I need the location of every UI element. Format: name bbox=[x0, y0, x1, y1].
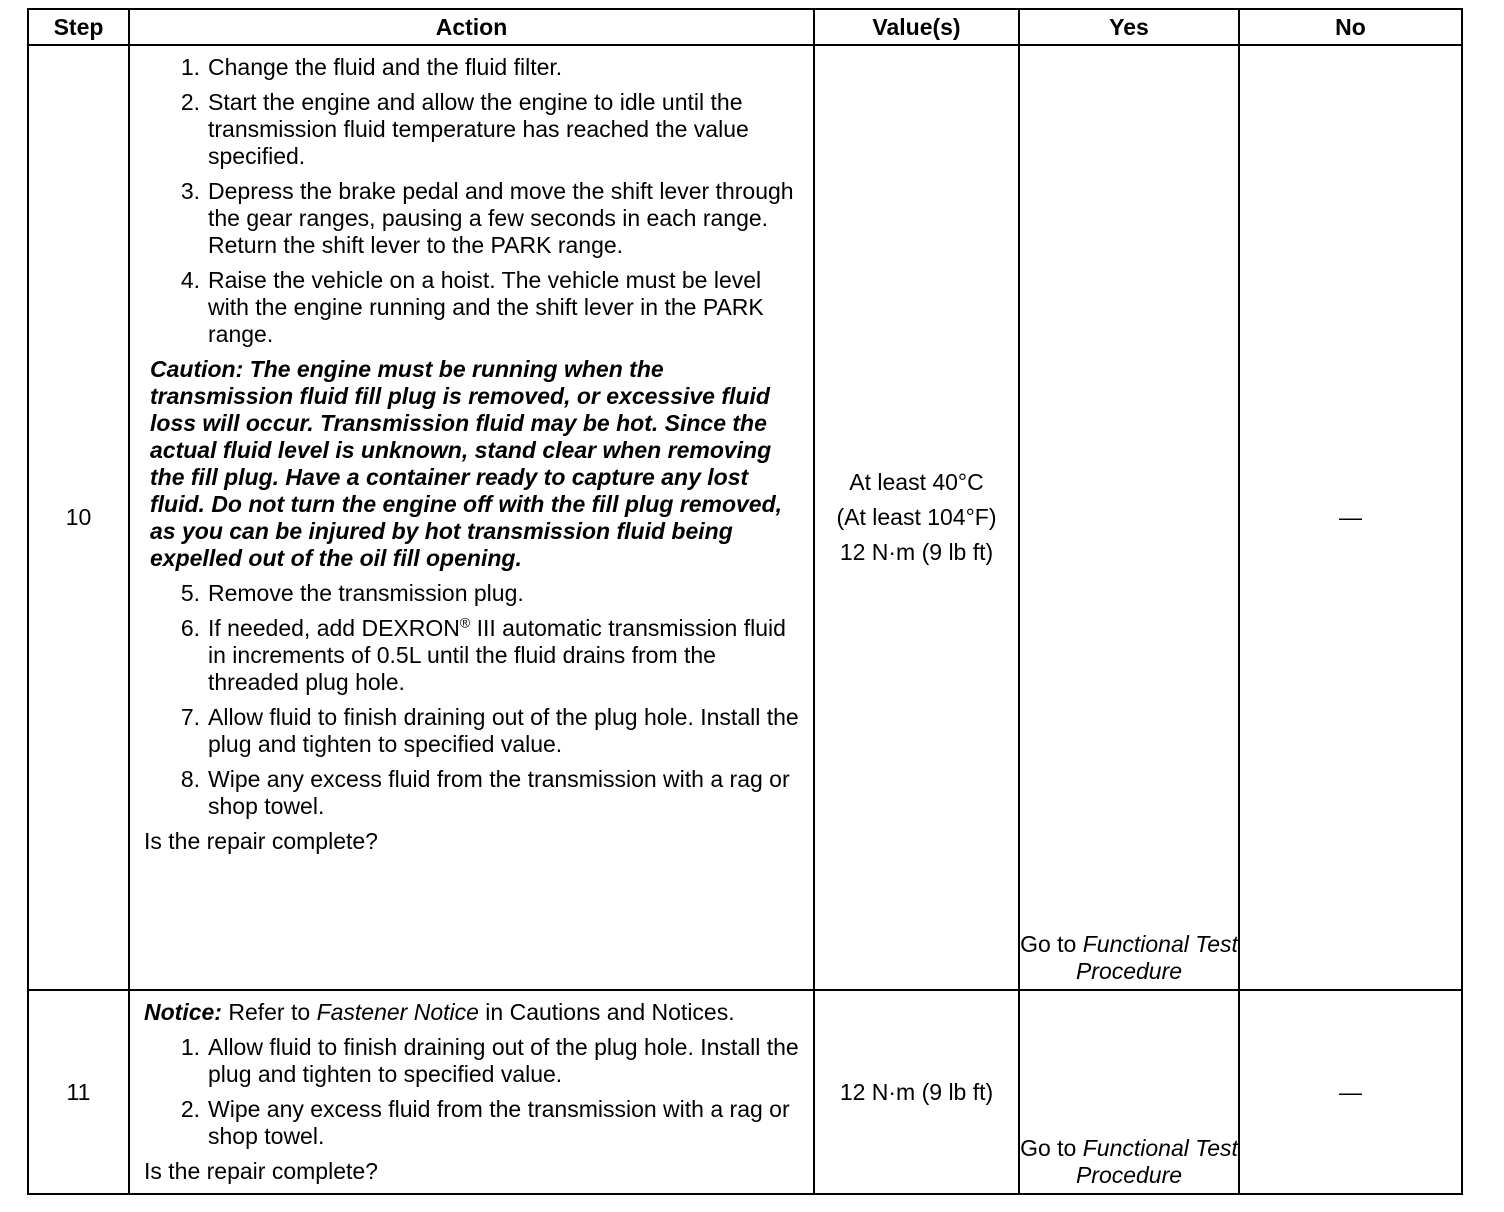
yes-cell: Go to Functional Test Procedure bbox=[1019, 45, 1239, 990]
value-torque: 12 N·m (9 lb ft) bbox=[839, 539, 994, 565]
action-cell bbox=[129, 45, 814, 990]
step-list bbox=[144, 54, 801, 348]
list-item: 5. Remove the transmission plug. bbox=[180, 580, 524, 606]
header-yes: Yes bbox=[1019, 9, 1239, 45]
no-cell: — bbox=[1239, 45, 1462, 990]
list-item: 8. Wipe any excess fluid from the transmission with a rag or shop towel. bbox=[180, 766, 790, 819]
list-item: 7. Allow fluid to finish draining out of the plug hole. Install the plug and tighten to specified value. bbox=[180, 704, 799, 757]
value-temp-c: At least 40°C bbox=[849, 469, 984, 495]
functional-test-link[interactable]: Functional Test Procedure bbox=[1075, 1135, 1238, 1188]
action-cell bbox=[129, 990, 814, 1194]
step-number: 10 bbox=[28, 45, 129, 990]
functional-test-link[interactable]: Functional Test Procedure bbox=[1075, 931, 1238, 984]
diagnostic-table bbox=[27, 8, 1463, 1195]
caution-text: Caution: The engine must be running when the transmission fluid fill plug is removed, or excessive fluid loss will occur. Transmission fluid may be hot. Since the actual fluid level is unknown, stand clear when removing the fill plug. Have a container ready to capture any lost fluid. Do not turn the engine off with the fill plug removed, as you can be injured by hot transmission fluid being expelled out of the oil fill opening. bbox=[150, 356, 783, 571]
table-row-step-11 bbox=[28, 990, 1462, 1194]
header-action: Action bbox=[129, 9, 814, 45]
question-text: Is the repair complete? bbox=[144, 1158, 378, 1184]
list-item: 2. Start the engine and allow the engine to idle until the transmission fluid temperature has reached the value specified. bbox=[180, 89, 749, 169]
step-number: 11 bbox=[28, 990, 129, 1194]
values-cell bbox=[814, 990, 1019, 1194]
list-item: 2. Wipe any excess fluid from the transmission with a rag or shop towel. bbox=[180, 1096, 790, 1149]
list-item: 1. Change the fluid and the fluid filter. bbox=[180, 54, 563, 80]
table-row-step-10 bbox=[28, 45, 1462, 990]
yes-cell: Go to Functional Test Procedure bbox=[1019, 990, 1239, 1194]
question-text: Is the repair complete? bbox=[144, 828, 378, 854]
list-item: 3. Depress the brake pedal and move the shift lever through the gear ranges, pausing a few seconds in each range. Return the shift lever to the PARK range. bbox=[180, 178, 794, 258]
header-row bbox=[28, 9, 1462, 45]
header-values: Value(s) bbox=[814, 9, 1019, 45]
notice-text: Notice: Refer to Fastener Notice in Cautions and Notices. bbox=[144, 999, 735, 1025]
list-item: 4. Raise the vehicle on a hoist. The vehicle must be level with the engine running and the shift lever in the PARK range. bbox=[180, 267, 764, 347]
step-list bbox=[144, 1034, 801, 1150]
registered-mark: ® bbox=[459, 614, 471, 631]
value-torque: 12 N·m (9 lb ft) bbox=[839, 1078, 994, 1105]
no-cell: — bbox=[1239, 990, 1462, 1194]
header-step: Step bbox=[28, 9, 129, 45]
list-item: 1. Allow fluid to finish draining out of the plug hole. Install the plug and tighten to specified value. bbox=[180, 1034, 799, 1087]
list-item: 6. If needed, add DEXRON® III automatic transmission fluid in increments of 0.5L until the fluid drains from the threaded plug hole. bbox=[180, 614, 786, 695]
value-temp-f: (At least 104°F) bbox=[836, 504, 997, 530]
fastener-notice-link[interactable]: Fastener Notice bbox=[316, 999, 479, 1025]
step-list bbox=[144, 580, 801, 820]
values-cell bbox=[814, 45, 1019, 990]
header-no: No bbox=[1239, 9, 1462, 45]
